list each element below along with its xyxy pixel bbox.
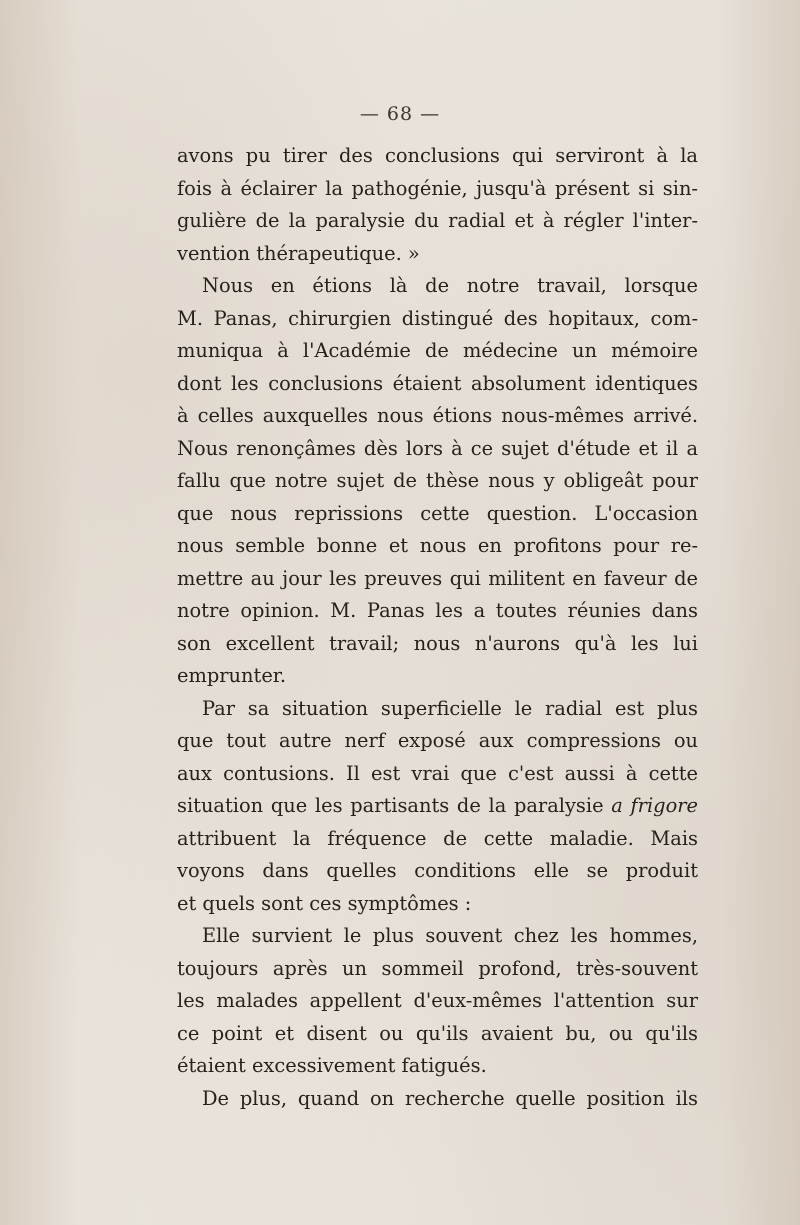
paragraph-start: Nous en étions là de notre travail, lorsque (202, 274, 698, 297)
text-line: son excellent travail; nous n'aurons qu'à les lui (177, 631, 698, 655)
text-line: notre opinion. M. Panas les a toutes réunies dans (177, 599, 698, 622)
text-line: à celles auxquelles nous étions nous-mêmes arrivé. (177, 404, 698, 427)
text-line: Nous renonçâmes dès lors à ce sujet d'étude et il a (177, 436, 698, 460)
text-line: muniqua à l'Académie de médecine un mémoire (177, 339, 698, 362)
text-line: étaient excessivement fatigués. (177, 1054, 487, 1077)
text-line: fallu que notre sujet de thèse nous y obligeât pour (177, 469, 698, 492)
text-line: ce point et disent ou qu'ils avaient bu, ou qu'ils (177, 1021, 698, 1045)
text-line: avons pu tirer des conclusions qui serviront à la (177, 144, 698, 167)
text-line: dont les conclusions étaient absolument identiques (177, 371, 698, 395)
text-line: emprunter. (177, 664, 287, 687)
text-line (177, 790, 698, 822)
text-line: que tout autre nerf exposé aux compressions ou (177, 729, 698, 752)
text-line: M. Panas, chirurgien distingué des hopitaux, com- (177, 306, 698, 330)
text-line: vention thérapeutique. » (177, 241, 420, 265)
text-line: et quels sont ces symptômes : (177, 891, 472, 915)
text-line: mettre au jour les preuves qui militent en faveur de (177, 566, 698, 590)
text-line: les malades appellent d'eux-mêmes l'attention sur (177, 989, 698, 1012)
text-line-roman: situation que les partisants de la paralysie (177, 794, 612, 817)
text-line: aux contusions. Il est vrai que c'est aussi à cette (177, 761, 698, 785)
text-line: gulière de la paralysie du radial et à régler l'inter- (177, 209, 698, 232)
text-line: voyons dans quelles conditions elle se produit (177, 859, 698, 882)
paragraph-start: Par sa situation superficielle le radial est plus (202, 696, 698, 720)
text-line: attribuent la fréquence de cette maladie. Mais (177, 826, 698, 850)
italic-term: a frigore (611, 794, 698, 817)
paragraph-start: Elle survient le plus souvent chez les hommes, (202, 924, 698, 947)
text-line: que nous reprissions cette question. L'occasion (177, 501, 698, 525)
page-number: — 68 — (359, 103, 441, 125)
text-line: fois à éclairer la pathogénie, jusqu'à présent si sin- (177, 176, 698, 200)
text-line: nous semble bonne et nous en profitons pour re- (177, 534, 698, 557)
paragraph-start: De plus, quand on recherche quelle position ils (202, 1086, 698, 1110)
text-line: toujours après un sommeil profond, très-souvent (177, 956, 698, 980)
